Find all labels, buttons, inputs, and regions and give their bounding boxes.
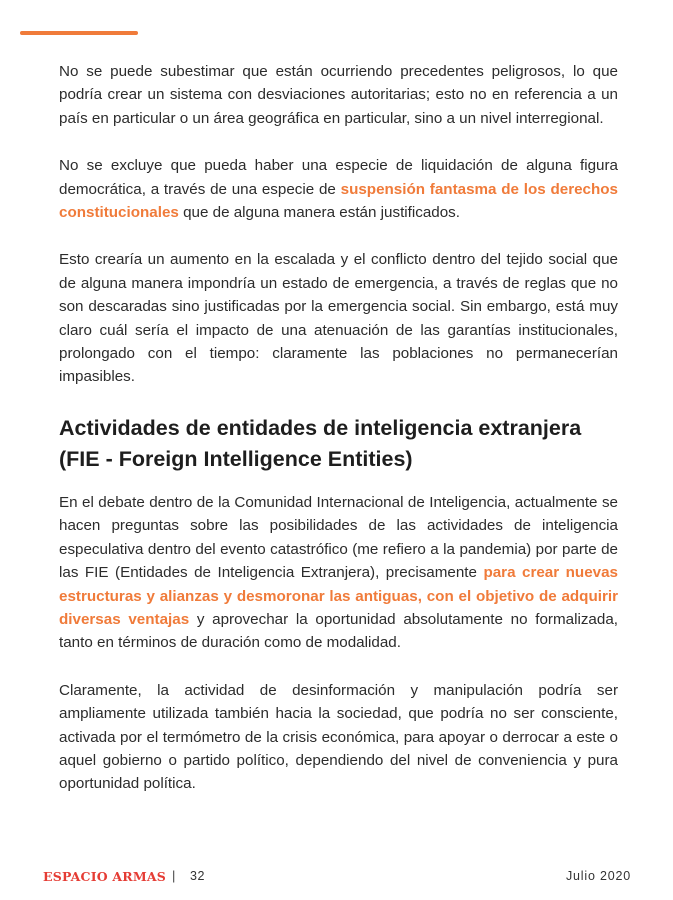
page-number: 32 xyxy=(190,869,205,883)
paragraph-4-text-before: En el debate dentro de la Comunidad Internacional de Inteligencia, actualmente se hacen preguntas sobre las posibilidades de las actividades de inteligencia especulativa dentro del evento catastrófico (me refiero a la pandemia) por parte de las FIE (Entidades de Inteligencia Extranjera), precisamente xyxy=(59,493,618,582)
issue-date: Julio 2020 xyxy=(566,869,631,883)
paragraph-4 xyxy=(59,491,618,655)
paragraph-3: Esto crearía un aumento en la escalada y el conflicto dentro del tejido social que de alguna manera impondría un estado de emergencia, a través de reglas que no son descaradas sino justificadas por la emergencia social. Sin embargo, está muy claro cuál sería el impacto de una atenuación de las garantías institucionales, prolongado con el tiempo: claramente las poblaciones no permanecerían impasibles. xyxy=(59,251,618,386)
paragraph-2 xyxy=(59,154,618,224)
accent-top-bar xyxy=(20,31,138,35)
page-footer xyxy=(43,866,631,888)
paragraph-2-highlight: suspensión fantasma de los derechos constitucionales xyxy=(59,180,618,222)
footer-separator: | xyxy=(172,868,176,883)
brand-name: ESPACIO ARMAS xyxy=(43,869,167,884)
paragraph-2-text-after: que de alguna manera están justificados. xyxy=(178,204,460,222)
paragraph-4-text-after: y aprovechar la oportunidad absolutamente no formalizada, tanto en términos de duración como de modalidad. xyxy=(59,610,618,652)
section-heading: Actividades de entidades de inteligencia extranjera (FIE - Foreign Intelligence Entities) xyxy=(59,415,582,471)
paragraph-4-highlight: para crear nuevas estructuras y alianzas y desmoronar las antiguas, con el objetivo de adquirir diversas ventajas xyxy=(59,564,618,628)
article-body xyxy=(59,60,618,820)
paragraph-2-text-before: No se excluye que pueda haber una especie de liquidación de alguna figura democrática, a través de una especie de xyxy=(59,157,618,198)
paragraph-5: Claramente, la actividad de desinformación y manipulación podría ser ampliamente utilizada también hacia la sociedad, que podría no ser consciente, activada por el termómetro de la crisis económica, para apoyar o derrocar a este o aquel gobierno o partido político, dependiendo del nivel de conveniencia y pura oportunidad política. xyxy=(59,681,618,793)
paragraph-1: No se puede subestimar que están ocurriendo precedentes peligrosos, lo que podría crear un sistema con desviaciones autoritarias; esto no en referencia a un país en particular o un área geográfica en particular, sino a un nivel interregional. xyxy=(59,63,618,127)
